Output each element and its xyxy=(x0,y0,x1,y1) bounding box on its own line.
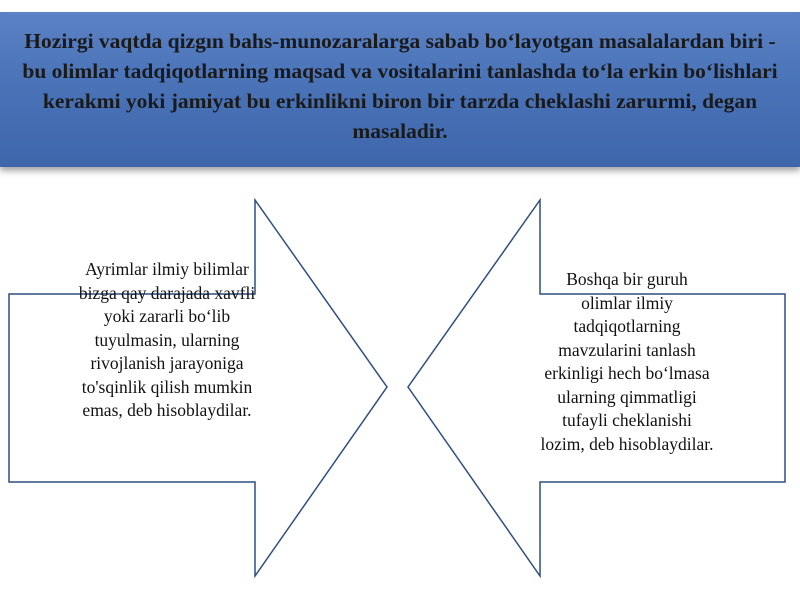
slide-title: Hozirgi vaqtda qizgın bahs-munozaralarga sabab bo‘layotgan masalalardan biri - bu olimlar tadqiqotlarning maqsad va vositalarini tanlashda to‘la erkin bo‘lishlari kerakmi yoki jamiyat bu erkinlikni biron bir tarzda cheklashi zarurmi, degan masaladir. xyxy=(22,29,778,143)
left-arrow-text: Ayrimlar ilmiy bilimlar bizga qay darajada xavfli yoki zararli bo‘lib tuyulmasin, ularning rivojlanish jarayoniga to'sqinlik qilish mumkin emas, deb hisoblaydilar. xyxy=(78,259,256,420)
right-arrow-text: Boshqa bir guruh olimlar ilmiy tadqiqotlarning mavzularini tanlash erkinligi hech bo‘lmasa ularning qimmatligi tufayli cheklanishi lozim, deb hisoblaydilar. xyxy=(540,269,714,454)
